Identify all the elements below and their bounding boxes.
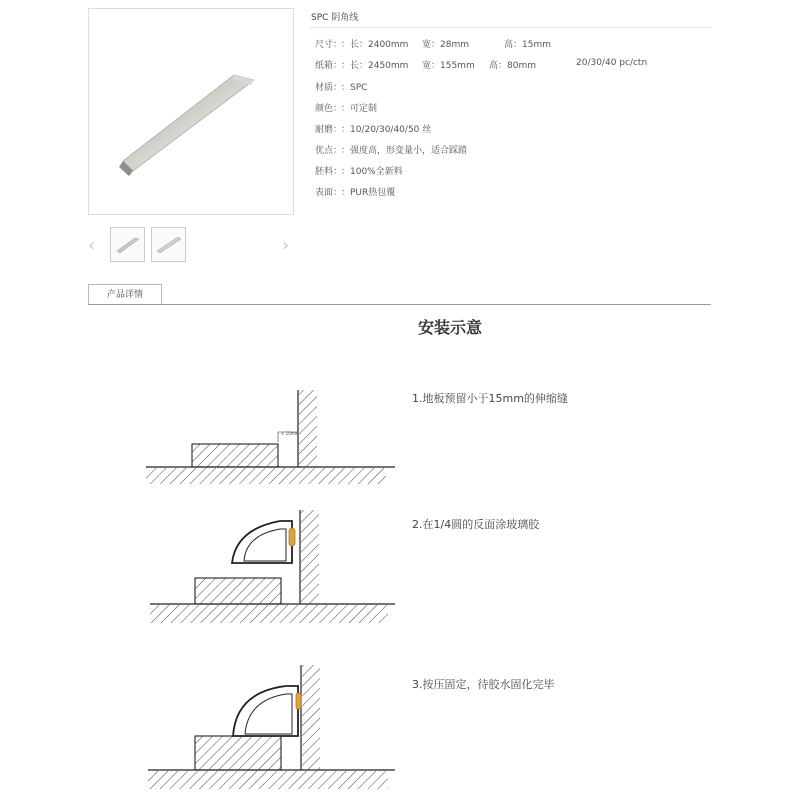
spec-value: ：长：2400mm xyxy=(341,40,409,50)
spec-value: ：100%全新料 xyxy=(341,167,403,177)
spec-value: ：强度高，形变量小，适合踩踏 xyxy=(341,146,468,156)
spec-value: ：长：2450mm xyxy=(341,61,409,71)
spec-label: 材质： xyxy=(315,83,343,93)
spec-value: 高：15mm xyxy=(504,40,551,50)
spec-label: 表面： xyxy=(315,188,343,198)
gallery-prev-button[interactable] xyxy=(88,235,95,256)
spec-value: ：可定制 xyxy=(341,104,378,114)
thumbnail-image xyxy=(152,228,185,261)
spec-label: 纸箱： xyxy=(315,61,343,71)
spec-value: ：10/20/30/40/50 丝 xyxy=(341,125,432,135)
product-main-image xyxy=(88,8,294,215)
thumbnail-image xyxy=(111,228,144,261)
gallery-next-button[interactable] xyxy=(282,235,289,256)
install-diagram-1 xyxy=(140,385,402,495)
spec-label: 耐磨： xyxy=(315,125,343,135)
spec-value: ：SPC xyxy=(341,83,368,93)
install-section-title: 安装示意 xyxy=(417,318,482,337)
install-step-1: 1.地板预留小于15mm的伸缩缝 xyxy=(412,392,568,405)
title-divider xyxy=(309,27,711,28)
chevron-right-icon: › xyxy=(282,235,290,256)
spec-label: 胚料： xyxy=(315,167,343,177)
install-step-3: 3.按压固定，待胶水固化完毕 xyxy=(412,678,555,691)
install-diagram-2 xyxy=(140,505,402,630)
spec-value: 宽：155mm xyxy=(422,61,475,71)
spec-value: 20/30/40 pc/ctn xyxy=(576,58,648,68)
trim-profile-image xyxy=(89,9,293,214)
gallery-thumbnail-1[interactable] xyxy=(110,227,145,262)
product-title: SPC 阴角线 xyxy=(311,13,359,23)
gap-annotation: < 15mm xyxy=(281,431,299,436)
spec-label: 尺寸： xyxy=(315,40,343,50)
install-step-2: 2.在1/4圆的反面涂玻璃胶 xyxy=(412,518,540,531)
tab-divider xyxy=(88,304,711,305)
spec-label: 优点： xyxy=(315,146,343,156)
spec-label: 颜色： xyxy=(315,104,343,114)
tab-product-details[interactable]: 产品详情 xyxy=(88,284,162,305)
spec-value: ：PUR热包覆 xyxy=(341,188,396,198)
gallery-thumbnail-2[interactable] xyxy=(151,227,186,262)
chevron-left-icon: ‹ xyxy=(88,235,96,256)
spec-value: 高：80mm xyxy=(489,61,536,71)
spec-value: 宽：28mm xyxy=(422,40,469,50)
install-diagram-3 xyxy=(140,660,402,795)
